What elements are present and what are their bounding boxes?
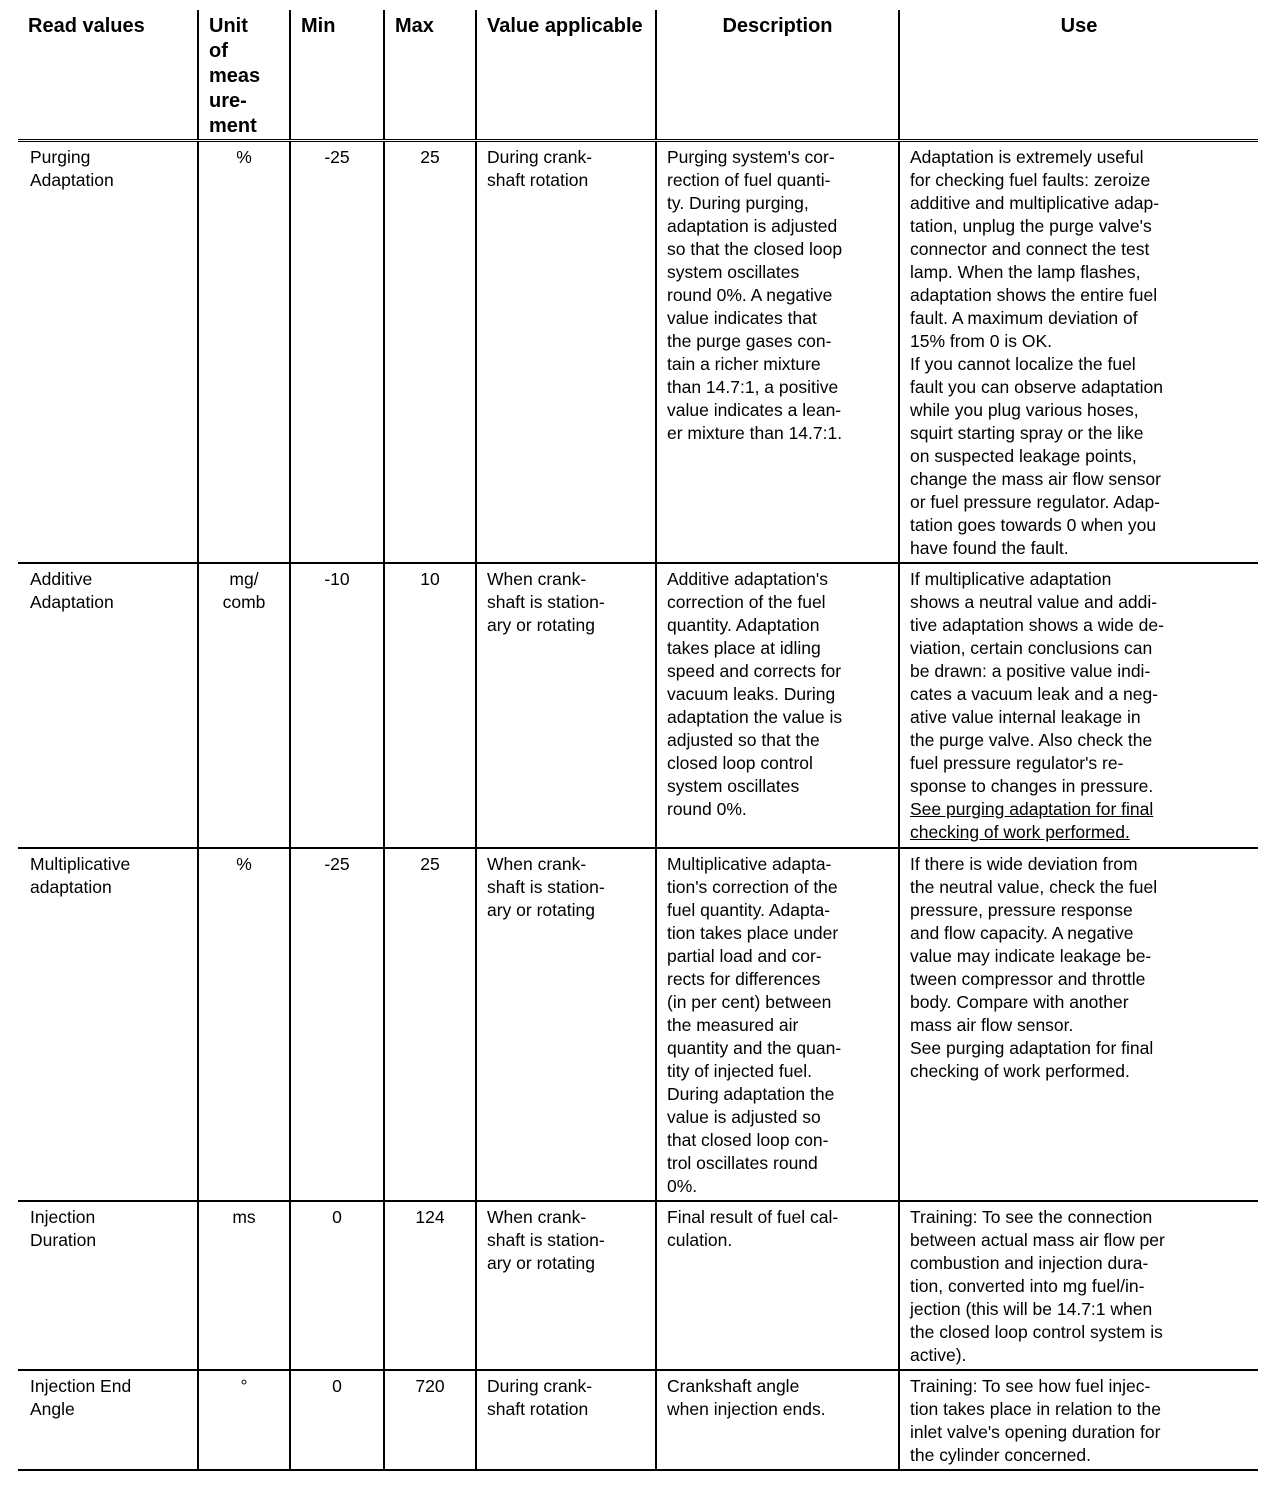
cell-use: Training: To see the connection between actual mass air flow per combustion and injection dura- tion, converted into mg fuel/in- jection (this will be 14.7:1 when the closed loop control system is active).	[899, 1201, 1258, 1370]
cell-read-value: Multiplicative adaptation	[18, 848, 198, 1201]
cell-unit: mg/ comb	[198, 563, 290, 848]
header-min: Min	[290, 10, 384, 141]
cell-min: 0	[290, 1370, 384, 1470]
cell-read-value: Injection Duration	[18, 1201, 198, 1370]
table-row	[18, 1370, 1258, 1470]
cell-value-applicable: During crank- shaft rotation	[476, 1370, 656, 1470]
table-row	[18, 848, 1258, 1201]
cell-description: Final result of fuel cal- culation.	[656, 1201, 899, 1370]
cell-max: 10	[384, 563, 476, 848]
cell-use: Training: To see how fuel injec- tion takes place in relation to the inlet valve's opening duration for the cylinder concerned.	[899, 1370, 1258, 1470]
purging-adaptation-reference: See purging adaptation for final checking of work performed.	[910, 799, 1154, 842]
table-header	[18, 10, 1258, 141]
cell-value-applicable: During crank- shaft rotation	[476, 141, 656, 564]
cell-description: Multiplicative adapta- tion's correction of the fuel quantity. Adapta- tion takes place under partial load and cor- rects for differences (in per cent) between the measured air quantity and the quan- tity of injected fuel. During adaptation the value is adjusted so that closed loop con- trol oscillates round 0%.	[656, 848, 899, 1201]
header-max: Max	[384, 10, 476, 141]
use-text: If multiplicative adaptation shows a neutral value and addi- tive adaptation shows a wide de- viation, certain conclusions can be drawn: a positive value indi- cates a vacuum leak and a neg- ative value internal leakage in the purge valve. Also check the fuel pressure regulator's re- sponse to changes in pressure.	[910, 569, 1164, 796]
header-read-values: Read values	[18, 10, 198, 141]
header-value-applicable: Value applicable	[476, 10, 656, 141]
header-description: Description	[656, 10, 899, 141]
cell-min: -25	[290, 848, 384, 1201]
cell-min: -10	[290, 563, 384, 848]
cell-unit: %	[198, 848, 290, 1201]
cell-min: -25	[290, 141, 384, 564]
header-row	[18, 10, 1258, 141]
table-row	[18, 563, 1258, 848]
cell-value-applicable: When crank- shaft is station- ary or rotating	[476, 848, 656, 1201]
header-use: Use	[899, 10, 1258, 141]
cell-min: 0	[290, 1201, 384, 1370]
cell-unit: ms	[198, 1201, 290, 1370]
cell-max: 25	[384, 848, 476, 1201]
cell-value-applicable: When crank- shaft is station- ary or rotating	[476, 563, 656, 848]
cell-max: 124	[384, 1201, 476, 1370]
cell-max: 720	[384, 1370, 476, 1470]
header-unit: Unit of meas ure- ment	[198, 10, 290, 141]
cell-use	[899, 563, 1258, 848]
cell-max: 25	[384, 141, 476, 564]
cell-use: If there is wide deviation from the neutral value, check the fuel pressure, pressure response and flow capacity. A negative value may indicate leakage be- tween compressor and throttle body. Compare with another mass air flow sensor. See purging adaptation for final checking of work performed.	[899, 848, 1258, 1201]
read-values-table	[18, 10, 1258, 1471]
cell-description: Additive adaptation's correction of the fuel quantity. Adaptation takes place at idling speed and corrects for vacuum leaks. During adaptation the value is adjusted so that the closed loop control system oscillates round 0%.	[656, 563, 899, 848]
cell-description: Crankshaft angle when injection ends.	[656, 1370, 899, 1470]
cell-description: Purging system's cor- rection of fuel quanti- ty. During purging, adaptation is adjusted so that the closed loop system oscillates round 0%. A negative value indicates that the purge gases con- tain a richer mixture than 14.7:1, a positive value indicates a lean- er mixture than 14.7:1.	[656, 141, 899, 564]
table-body	[18, 141, 1258, 1471]
cell-unit: %	[198, 141, 290, 564]
cell-read-value: Additive Adaptation	[18, 563, 198, 848]
cell-unit: °	[198, 1370, 290, 1470]
cell-value-applicable: When crank- shaft is station- ary or rotating	[476, 1201, 656, 1370]
table-row	[18, 141, 1258, 564]
cell-read-value: Injection End Angle	[18, 1370, 198, 1470]
table-row	[18, 1201, 1258, 1370]
cell-read-value: Purging Adaptation	[18, 141, 198, 564]
cell-use: Adaptation is extremely useful for checking fuel faults: zeroize additive and multiplicative adap- tation, unplug the purge valve's connector and connect the test lamp. When the lamp flashes, adaptation shows the entire fuel fault. A maximum deviation of 15% from 0 is OK. If you cannot localize the fuel fault you can observe adaptation while you plug various hoses, squirt starting spray or the like on suspected leakage points, change the mass air flow sensor or fuel pressure regulator. Adap- tation goes towards 0 when you have found the fault.	[899, 141, 1258, 564]
